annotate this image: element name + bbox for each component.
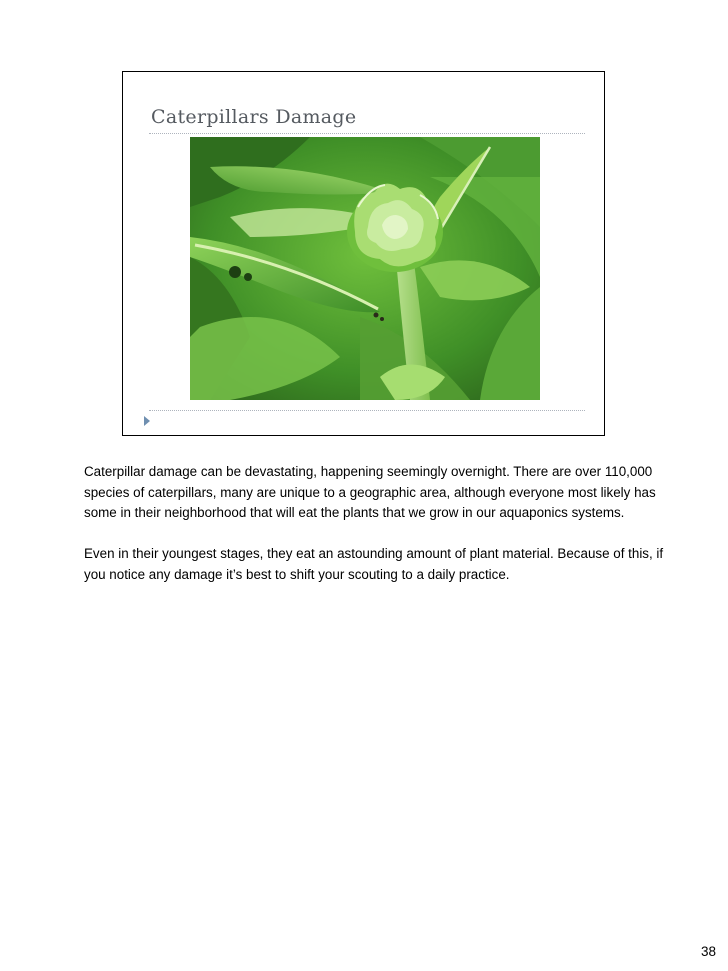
lettuce-photo xyxy=(190,137,540,400)
speaker-notes xyxy=(84,462,664,606)
notes-paragraph-1: Caterpillar damage can be devastating, happening seemingly overnight. There are over 110,000 species of caterpillars, many are unique to a geographic area, although everyone most likely has some in their neighborhood that will eat the plants that we grow in our aquaponics systems. xyxy=(84,464,656,520)
title-divider xyxy=(149,133,585,134)
slide-thumbnail xyxy=(122,71,605,436)
content-divider xyxy=(149,410,585,411)
slide-title: Caterpillars Damage xyxy=(151,106,357,128)
bullet-arrow-icon xyxy=(144,416,150,426)
notes-paragraph-2: Even in their youngest stages, they eat an astounding amount of plant material. Because of this, if you notice any damage it’s best to shift your scouting to a daily practice. xyxy=(84,546,664,582)
page-number: 38 xyxy=(700,944,716,959)
